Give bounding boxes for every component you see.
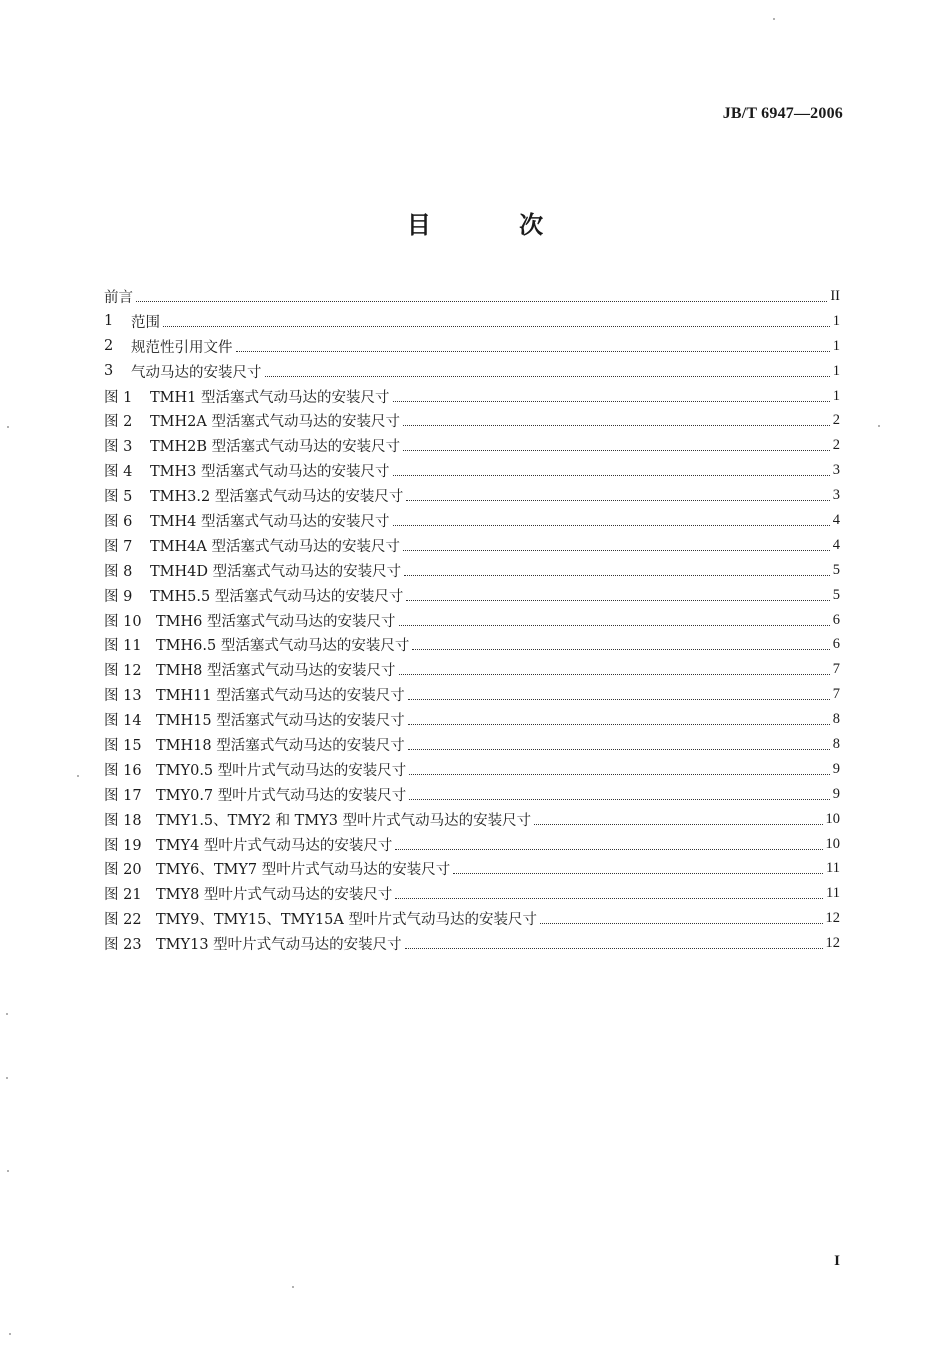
toc-entry-number: 图 12 xyxy=(104,663,142,680)
toc-entry-page: 11 xyxy=(826,860,840,877)
toc-entry[interactable] xyxy=(104,508,840,533)
toc-entry-number: 图 22 xyxy=(104,912,142,929)
toc-entry-page: 2 xyxy=(832,437,840,454)
toc-entry-page: 10 xyxy=(825,810,840,827)
toc-leader-dots xyxy=(395,837,822,850)
toc-entry-title: TMH8 型活塞式气动马达的安装尺寸 xyxy=(156,663,396,680)
toc-entry-page: 3 xyxy=(832,487,840,504)
toc-leader-dots xyxy=(403,538,830,551)
toc-leader-dots xyxy=(534,812,822,825)
toc-leader-dots xyxy=(265,364,830,377)
toc-entry-number: 图 17 xyxy=(104,787,142,804)
toc-entry-title: TMH2A 型活塞式气动马达的安装尺寸 xyxy=(150,414,400,431)
scan-speck xyxy=(7,426,9,428)
toc-entry-page: 6 xyxy=(832,611,840,628)
toc-entry-page: 2 xyxy=(832,412,840,429)
toc-leader-dots xyxy=(393,389,830,402)
page-number: I xyxy=(834,1253,840,1269)
toc-entry[interactable] xyxy=(104,632,840,657)
scan-speck xyxy=(77,775,79,777)
toc-entry-page: 1 xyxy=(832,337,840,354)
toc-entry-title: TMH6 型活塞式气动马达的安装尺寸 xyxy=(156,613,396,630)
toc-entry-number: 图 1 xyxy=(104,389,133,406)
toc-leader-dots xyxy=(403,438,830,451)
toc-entry-title: TMH15 型活塞式气动马达的安装尺寸 xyxy=(156,713,405,730)
toc-leader-dots xyxy=(412,637,829,650)
toc-entry-number: 图 13 xyxy=(104,688,142,705)
scan-speck xyxy=(773,18,775,20)
toc-entry-title: TMH2B 型活塞式气动马达的安装尺寸 xyxy=(150,439,401,456)
toc-entry[interactable] xyxy=(104,856,840,881)
toc-leader-dots xyxy=(453,861,823,874)
toc-entry-title: 规范性引用文件 xyxy=(131,339,233,356)
toc-leader-dots xyxy=(163,314,830,327)
toc-entry-title: TMH4 型活塞式气动马达的安装尺寸 xyxy=(150,513,390,530)
toc-entry-page: 12 xyxy=(825,910,840,927)
toc-entry-title: TMY1.5、TMY2 和 TMY3 型叶片式气动马达的安装尺寸 xyxy=(156,812,532,829)
toc-entry-title: TMH4D 型活塞式气动马达的安装尺寸 xyxy=(150,563,402,580)
toc-entry-number: 图 18 xyxy=(104,812,142,829)
toc-entry-number: 图 4 xyxy=(104,464,133,481)
toc-entry-page: 1 xyxy=(832,387,840,404)
toc-entry-number: 图 9 xyxy=(104,588,133,605)
toc-entry-page: 10 xyxy=(825,835,840,852)
toc-entry[interactable] xyxy=(104,408,840,433)
toc-leader-dots xyxy=(409,762,829,775)
toc-entry-page: 3 xyxy=(832,462,840,479)
toc-entry[interactable] xyxy=(104,931,840,956)
toc-entry[interactable] xyxy=(104,359,840,384)
toc-entry-title: TMY4 型叶片式气动马达的安装尺寸 xyxy=(156,837,393,854)
toc-leader-dots xyxy=(404,563,830,576)
scan-speck xyxy=(6,1077,8,1079)
toc-entry-page: 8 xyxy=(832,735,840,752)
toc-entry[interactable] xyxy=(104,583,840,608)
toc-entry-number: 图 2 xyxy=(104,414,133,431)
toc-entry-number: 图 3 xyxy=(104,439,133,456)
toc-leader-dots xyxy=(409,787,829,800)
toc-entry-title: TMH1 型活塞式气动马达的安装尺寸 xyxy=(150,389,390,406)
toc-entry[interactable] xyxy=(104,483,840,508)
toc-entry[interactable] xyxy=(104,458,840,483)
toc-leader-dots xyxy=(393,513,830,526)
toc-entry-number: 图 19 xyxy=(104,837,142,854)
toc-entry[interactable] xyxy=(104,334,840,359)
toc-leader-dots xyxy=(136,289,827,302)
toc-entry-title: TMY6、TMY7 型叶片式气动马达的安装尺寸 xyxy=(156,862,451,879)
toc-entry-title: 气动马达的安装尺寸 xyxy=(131,364,262,381)
toc-entry-number: 图 16 xyxy=(104,762,142,779)
toc-entry-number: 图 8 xyxy=(104,563,133,580)
toc-entry[interactable] xyxy=(104,782,840,807)
toc-entry[interactable] xyxy=(104,608,840,633)
toc-leader-dots xyxy=(540,911,823,924)
toc-entry-title: TMH5.5 型活塞式气动马达的安装尺寸 xyxy=(150,588,404,605)
toc-entry-title: TMH18 型活塞式气动马达的安装尺寸 xyxy=(156,737,405,754)
toc-entry-title: TMH6.5 型活塞式气动马达的安装尺寸 xyxy=(156,638,410,655)
toc-entry-title: TMY9、TMY15、TMY15A 型叶片式气动马达的安装尺寸 xyxy=(156,912,537,929)
toc-entry[interactable] xyxy=(104,558,840,583)
toc-entry-page: 7 xyxy=(832,686,840,703)
toc-entry[interactable] xyxy=(104,533,840,558)
toc-entry-number: 图 5 xyxy=(104,489,133,506)
toc-entry-title: TMH3 型活塞式气动马达的安装尺寸 xyxy=(150,464,390,481)
toc-entry-title: 范围 xyxy=(131,314,160,331)
toc-entry[interactable] xyxy=(104,284,840,309)
toc-leader-dots xyxy=(393,463,830,476)
toc-entry-page: II xyxy=(830,287,840,304)
toc-entry-title: TMY0.7 型叶片式气动马达的安装尺寸 xyxy=(156,787,407,804)
toc-entry-number: 图 21 xyxy=(104,887,142,904)
toc-leader-dots xyxy=(403,413,830,426)
toc-entry-title: TMH3.2 型活塞式气动马达的安装尺寸 xyxy=(150,489,404,506)
toc-entry-page: 4 xyxy=(832,536,840,553)
toc-entry[interactable] xyxy=(104,707,840,732)
toc-entry-page: 1 xyxy=(832,362,840,379)
standard-code: JB/T 6947—2006 xyxy=(722,105,843,122)
toc-entry-page: 6 xyxy=(832,636,840,653)
scan-speck xyxy=(878,425,880,427)
toc-entry[interactable] xyxy=(104,906,840,931)
toc-leader-dots xyxy=(405,936,823,949)
toc-entry-page: 7 xyxy=(832,661,840,678)
table-of-contents xyxy=(104,284,840,956)
scan-speck xyxy=(9,1333,11,1335)
toc-leader-dots xyxy=(406,588,829,601)
toc-entry[interactable] xyxy=(104,433,840,458)
toc-entry-page: 1 xyxy=(832,312,840,329)
toc-entry[interactable] xyxy=(104,682,840,707)
toc-entry-number: 图 14 xyxy=(104,713,142,730)
toc-entry[interactable] xyxy=(104,657,840,682)
toc-entry-title: TMY0.5 型叶片式气动马达的安装尺寸 xyxy=(156,762,407,779)
toc-entry[interactable] xyxy=(104,757,840,782)
toc-entry-page: 12 xyxy=(825,935,840,952)
toc-entry-number: 图 7 xyxy=(104,538,133,555)
toc-entry-page: 9 xyxy=(832,785,840,802)
toc-entry[interactable] xyxy=(104,832,840,857)
toc-entry[interactable] xyxy=(104,881,840,906)
toc-leader-dots xyxy=(408,687,830,700)
toc-entry[interactable] xyxy=(104,732,840,757)
toc-leader-dots xyxy=(408,712,830,725)
page-title: 目 次 xyxy=(406,211,584,239)
toc-entry[interactable] xyxy=(104,309,840,334)
toc-leader-dots xyxy=(395,886,823,899)
toc-entry-title: TMH11 型活塞式气动马达的安装尺寸 xyxy=(156,688,405,705)
toc-entry-title: TMH4A 型活塞式气动马达的安装尺寸 xyxy=(150,538,400,555)
toc-entry-number: 2 xyxy=(104,338,114,355)
toc-entry-number: 图 10 xyxy=(104,613,142,630)
toc-entry[interactable] xyxy=(104,807,840,832)
toc-entry-title: 前言 xyxy=(104,289,133,306)
toc-entry-number: 图 6 xyxy=(104,513,133,530)
toc-leader-dots xyxy=(406,488,829,501)
toc-leader-dots xyxy=(408,737,830,750)
toc-entry[interactable] xyxy=(104,384,840,409)
scan-speck xyxy=(6,1013,8,1015)
toc-entry-number: 图 11 xyxy=(104,638,142,655)
toc-entry-page: 8 xyxy=(832,711,840,728)
toc-leader-dots xyxy=(399,613,830,626)
toc-entry-page: 9 xyxy=(832,760,840,777)
toc-entry-page: 5 xyxy=(832,586,840,603)
toc-entry-number: 图 20 xyxy=(104,862,142,879)
toc-entry-number: 1 xyxy=(104,313,114,330)
toc-leader-dots xyxy=(399,662,830,675)
toc-entry-page: 4 xyxy=(832,511,840,528)
toc-entry-title: TMY13 型叶片式气动马达的安装尺寸 xyxy=(156,937,402,954)
toc-entry-number: 图 23 xyxy=(104,937,142,954)
scan-speck xyxy=(292,1286,294,1288)
toc-leader-dots xyxy=(236,339,830,352)
toc-entry-page: 11 xyxy=(826,885,840,902)
toc-entry-number: 3 xyxy=(104,363,114,380)
toc-entry-page: 5 xyxy=(832,561,840,578)
toc-entry-number: 图 15 xyxy=(104,737,142,754)
scan-speck xyxy=(7,1170,9,1172)
toc-entry-title: TMY8 型叶片式气动马达的安装尺寸 xyxy=(156,887,393,904)
